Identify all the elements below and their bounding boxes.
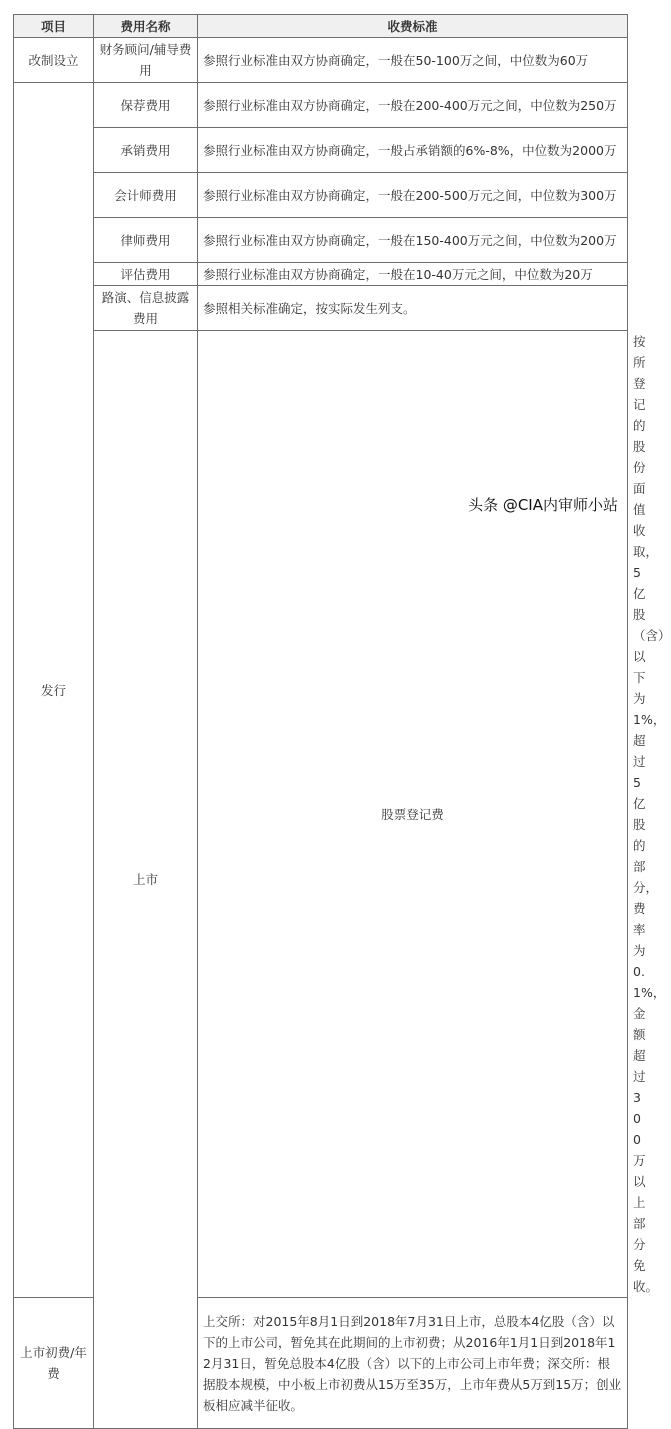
table-row: [14, 263, 628, 286]
fee-table: [13, 14, 671, 1429]
fee-item: 承销费用: [94, 128, 198, 173]
table-header-row: [14, 15, 628, 38]
fee-item: 财务顾问/辅导费用: [94, 38, 198, 83]
header-standard: 收费标准: [198, 15, 628, 38]
phase-issue: 发行: [14, 83, 94, 1298]
phase-reform: 改制设立: [14, 38, 94, 83]
fee-standard: 参照相关标准确定，按实际发生列支。: [198, 286, 628, 331]
fee-standard: 参照行业标准由双方协商确定，一般在150-400万元之间，中位数为200万: [198, 218, 628, 263]
header-project: 项目: [14, 15, 94, 38]
fee-standard: 参照行业标准由双方协商确定，一般在200-400万元之间，中位数为250万: [198, 83, 628, 128]
watermark-text: 头条 @CIA内审师小站: [464, 492, 622, 517]
header-fee-name: 费用名称: [94, 15, 198, 38]
fee-standard: 参照行业标准由双方协商确定，一般占承销额的6%-8%，中位数为2000万: [198, 128, 628, 173]
fee-item: 上市初费/年费: [14, 1298, 94, 1429]
fee-standard: 上交所：对2015年8月1日到2018年7月31日上市，总股本4亿股（含）以下的上市公司，暂免其在此期间的上市初费；从2016年1月1日到2018年12月31日，暂免总股本4亿股（含）以下的上市公司上市年费；深交所：根据股本规模，中小板上市初费从15万至35万，上市年费从5万到15万；创业板相应减半征收。: [198, 1298, 628, 1429]
table-row: [14, 83, 628, 128]
table-row: [14, 218, 628, 263]
fee-item: 路演、信息披露费用: [94, 286, 198, 331]
fee-item: 保荐费用: [94, 83, 198, 128]
fee-item: 评估费用: [94, 263, 198, 286]
fee-standard: 参照行业标准由双方协商确定，一般在200-500万元之间，中位数为300万: [198, 173, 628, 218]
table-row: [14, 286, 628, 331]
phase-listing: 上市: [94, 331, 198, 1429]
fee-item: 股票登记费: [198, 331, 628, 1298]
table-row: [14, 128, 628, 173]
table-row: [14, 38, 628, 83]
table-row: [14, 173, 628, 218]
fee-standard: 参照行业标准由双方协商确定，一般在50-100万之间，中位数为60万: [198, 38, 628, 83]
fee-standard: 参照行业标准由双方协商确定，一般在10-40万元之间，中位数为20万: [198, 263, 628, 286]
fee-item: 律师费用: [94, 218, 198, 263]
table-row: 上市 股票登记费 按所登记的股份面值收取，5亿股（含）以下为1%，超过5亿股的部分，费率为0.1%，金额超过300万以上部分免收。: [14, 331, 628, 1298]
fee-item: 会计师费用: [94, 173, 198, 218]
